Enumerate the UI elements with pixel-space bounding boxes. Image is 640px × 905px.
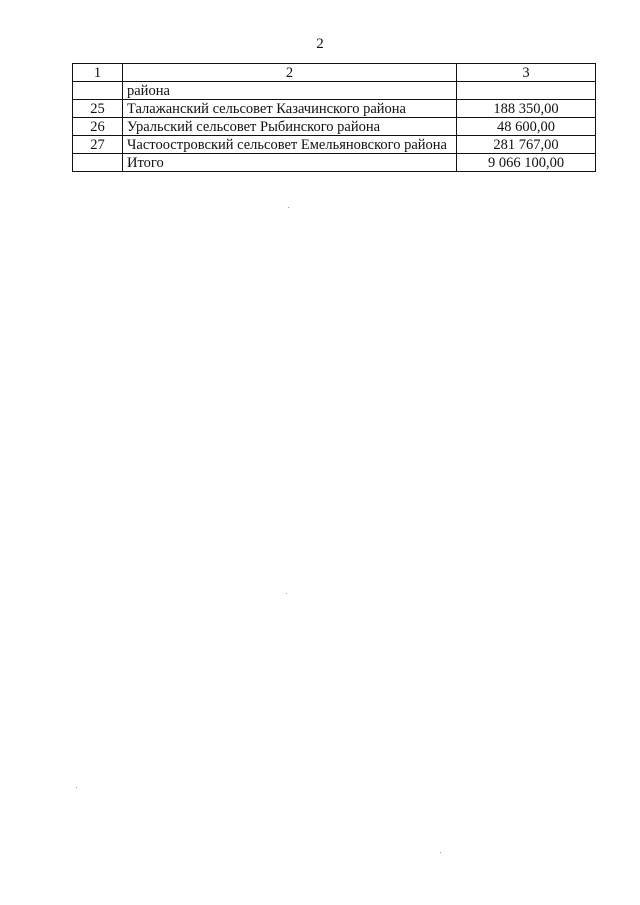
row-amount: 281 767,00 — [457, 136, 596, 154]
table-row — [73, 136, 596, 154]
column-header-3: 3 — [457, 64, 596, 82]
total-label: Итого — [123, 154, 457, 172]
row-number: 25 — [73, 100, 123, 118]
column-header-2: 2 — [123, 64, 457, 82]
scan-speck — [440, 852, 441, 853]
row-name: Уральский сельсовет Рыбинского района — [123, 118, 457, 136]
scan-speck — [286, 593, 287, 594]
row-name: района — [123, 82, 457, 100]
row-number: 26 — [73, 118, 123, 136]
scan-speck — [288, 207, 289, 208]
table-row — [73, 100, 596, 118]
total-number — [73, 154, 123, 172]
row-amount — [457, 82, 596, 100]
total-row — [73, 154, 596, 172]
row-amount: 48 600,00 — [457, 118, 596, 136]
row-number: 27 — [73, 136, 123, 154]
table-header-row — [73, 64, 596, 82]
row-name: Талажанский сельсовет Казачинского района — [123, 100, 457, 118]
total-amount: 9 066 100,00 — [457, 154, 596, 172]
table-row — [73, 82, 596, 100]
scan-speck — [76, 787, 77, 788]
row-amount: 188 350,00 — [457, 100, 596, 118]
page-number: 2 — [316, 36, 324, 52]
row-name: Частоостровский сельсовет Емельяновского района — [123, 136, 457, 154]
column-header-1: 1 — [73, 64, 123, 82]
table-row — [73, 118, 596, 136]
distribution-table — [72, 63, 596, 172]
row-number — [73, 82, 123, 100]
